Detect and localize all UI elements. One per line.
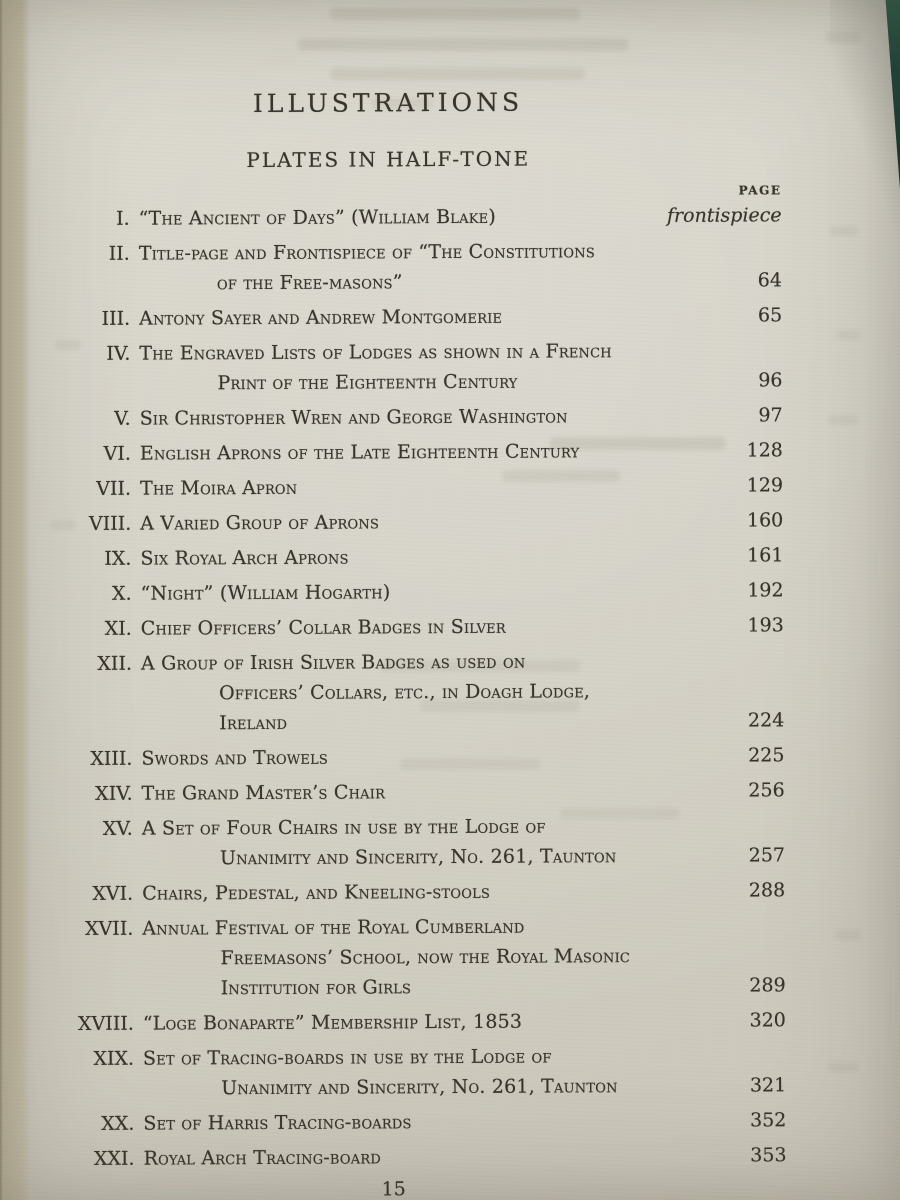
plate-entry bbox=[21, 610, 784, 644]
plate-page-number: 96 bbox=[758, 369, 783, 392]
plate-page-number: 257 bbox=[748, 844, 786, 867]
plate-numeral: XVI. bbox=[92, 882, 134, 905]
plate-entry bbox=[19, 300, 782, 334]
plate-numeral: V. bbox=[114, 407, 131, 430]
plate-page-number: 353 bbox=[750, 1144, 787, 1167]
folio-page-number: 15 bbox=[381, 1178, 406, 1200]
plate-numeral: XIX. bbox=[93, 1047, 135, 1070]
plate-title-line: A Varied Group of Aprons bbox=[140, 511, 380, 535]
plate-numeral: XVIII. bbox=[77, 1012, 134, 1035]
plate-page-number: 97 bbox=[758, 404, 783, 427]
plate-title bbox=[142, 811, 697, 874]
plate-title bbox=[143, 1006, 698, 1039]
plate-title-line: Unanimity and Sincerity, No. 261, Taunton bbox=[221, 1075, 618, 1100]
plate-entry bbox=[22, 875, 785, 909]
plate-page-number: 256 bbox=[748, 779, 785, 802]
plate-page-number: 129 bbox=[746, 474, 784, 497]
plate-title-line: Royal Arch Tracing-board bbox=[143, 1146, 382, 1170]
plate-entry bbox=[23, 1140, 786, 1174]
plate-numeral: VIII. bbox=[88, 512, 132, 535]
plate-title bbox=[141, 576, 696, 609]
plate-title-line: Freemasons’ School, now the Royal Masonic bbox=[220, 945, 631, 970]
plate-entry bbox=[22, 810, 785, 874]
plate-title bbox=[140, 506, 695, 539]
plate-title bbox=[140, 436, 695, 469]
plate-entry bbox=[21, 740, 784, 774]
plate-title-line: A Group of Irish Silver Badges as used on bbox=[140, 650, 526, 675]
plate-title bbox=[143, 1141, 698, 1174]
plate-title-line: Set of Harris Tracing-boards bbox=[143, 1111, 412, 1135]
plate-title-line: Chairs, Pedestal, and Kneeling-stools bbox=[142, 880, 491, 905]
plate-page-number: 289 bbox=[749, 974, 786, 997]
plate-page-number: 161 bbox=[747, 544, 784, 567]
plate-title-line: A Set of Four Chairs in use by the Lodge of bbox=[141, 815, 546, 840]
plate-title bbox=[142, 876, 697, 909]
plate-title bbox=[142, 776, 697, 809]
plate-title bbox=[141, 646, 696, 739]
plate-page-number: 224 bbox=[747, 709, 785, 732]
plate-title bbox=[143, 1041, 698, 1104]
plate-title bbox=[142, 911, 697, 1004]
plate-title-line: The Engraved Lists of Lodges as shown in a French bbox=[139, 340, 612, 365]
plate-page-number: 320 bbox=[749, 1009, 786, 1032]
plate-entry bbox=[23, 1005, 786, 1039]
plate-title bbox=[141, 741, 696, 774]
plate-title-line: The Moira Apron bbox=[139, 476, 298, 500]
plate-numeral: VI. bbox=[103, 442, 131, 465]
plate-title bbox=[139, 301, 694, 334]
plate-page-number: 321 bbox=[749, 1074, 787, 1097]
plate-numeral: XXI. bbox=[93, 1147, 135, 1170]
plate-numeral: XIV. bbox=[95, 782, 133, 805]
plate-numeral: XI. bbox=[104, 617, 132, 640]
plate-title bbox=[139, 236, 694, 299]
plate-numeral: XVII. bbox=[84, 917, 134, 940]
plate-title-line: Unanimity and Sincerity, No. 261, Taunton bbox=[219, 845, 617, 870]
plate-numeral: IV. bbox=[106, 342, 131, 365]
plate-title-line: Ireland bbox=[219, 711, 288, 735]
plate-page-number: frontispiece bbox=[666, 204, 782, 227]
plate-page-number: 192 bbox=[747, 579, 784, 602]
plate-page-number: 193 bbox=[747, 614, 784, 637]
plate-title bbox=[140, 471, 695, 504]
plate-title-line: Officers’ Collars, etc., in Doagh Lodge, bbox=[219, 680, 591, 705]
plate-title-line: Set of Tracing-boards in use by the Lodge of bbox=[142, 1045, 552, 1070]
plate-page-number: 64 bbox=[757, 269, 783, 292]
plate-entry bbox=[23, 1105, 786, 1139]
section-heading: PLATES IN HALF-TONE bbox=[246, 146, 531, 173]
plate-title-line: of the Free-masons” bbox=[216, 271, 403, 295]
plate-entry bbox=[22, 910, 785, 1004]
plate-numeral: IX. bbox=[104, 547, 132, 570]
plate-title-line: Antony Sayer and Andrew Montgomerie bbox=[139, 305, 503, 330]
plate-title bbox=[143, 1106, 698, 1139]
plate-page-number: 65 bbox=[757, 304, 783, 327]
plate-entry bbox=[22, 775, 785, 809]
plate-title bbox=[139, 201, 668, 234]
plate-title bbox=[140, 401, 695, 434]
plate-page-number: 128 bbox=[746, 439, 783, 462]
page-column-label: PAGE bbox=[738, 183, 782, 198]
plate-entry bbox=[19, 335, 782, 399]
plate-page-number: 352 bbox=[750, 1109, 787, 1132]
plate-title-line: Chief Officers’ Collar Badges in Silver bbox=[140, 615, 506, 640]
plate-entry bbox=[20, 505, 783, 539]
plate-page-number: 288 bbox=[748, 879, 786, 902]
plate-entry bbox=[20, 400, 783, 434]
plate-numeral: XIII. bbox=[90, 747, 133, 770]
plate-title bbox=[141, 611, 696, 644]
plate-numeral: XII. bbox=[97, 652, 133, 675]
plate-title-line: “Loge Bonaparte” Membership List, 1853 bbox=[142, 1010, 523, 1035]
plate-numeral: I. bbox=[116, 207, 130, 230]
plate-title-line: Sir Christopher Wren and George Washington bbox=[139, 405, 568, 430]
plate-page-number: 160 bbox=[746, 509, 784, 532]
plate-title-line: Title-page and Frontispiece of “The Constitutions bbox=[138, 240, 595, 265]
plate-entry bbox=[20, 540, 783, 574]
plate-entry bbox=[21, 645, 784, 739]
page-title: ILLUSTRATIONS bbox=[252, 87, 524, 119]
plate-title-line: Annual Festival of the Royal Cumberland bbox=[142, 915, 525, 940]
plate-list bbox=[19, 200, 787, 1174]
plate-numeral: VII. bbox=[96, 477, 132, 500]
plate-title-line: Swords and Trowels bbox=[141, 746, 329, 770]
plate-title-line: The Grand Master’s Chair bbox=[141, 781, 386, 805]
plate-title-line: Print of the Eighteenth Century bbox=[217, 370, 518, 395]
plate-numeral: II. bbox=[108, 242, 130, 265]
plate-entry bbox=[21, 575, 784, 609]
plate-numeral: X. bbox=[111, 582, 132, 605]
plate-title bbox=[140, 541, 695, 574]
plate-title-line: “The Ancient of Days” (William Blake) bbox=[138, 205, 496, 230]
plate-title-line: Institution for Girls bbox=[220, 976, 412, 1000]
plate-title-line: Six Royal Arch Aprons bbox=[140, 546, 349, 570]
plate-entry bbox=[23, 1040, 786, 1104]
plate-entry bbox=[19, 200, 782, 234]
plate-numeral: XX. bbox=[101, 1112, 135, 1135]
plate-numeral: III. bbox=[101, 307, 131, 330]
plate-numeral: XV. bbox=[102, 817, 133, 840]
plate-entry bbox=[19, 235, 782, 299]
plate-title bbox=[139, 336, 694, 399]
plate-title-line: “Night” (William Hogarth) bbox=[140, 581, 391, 605]
plate-entry bbox=[20, 435, 783, 469]
plate-entry bbox=[20, 470, 783, 504]
plate-title-line: English Aprons of the Late Eighteenth Century bbox=[139, 440, 580, 465]
plate-page-number: 225 bbox=[748, 744, 785, 767]
